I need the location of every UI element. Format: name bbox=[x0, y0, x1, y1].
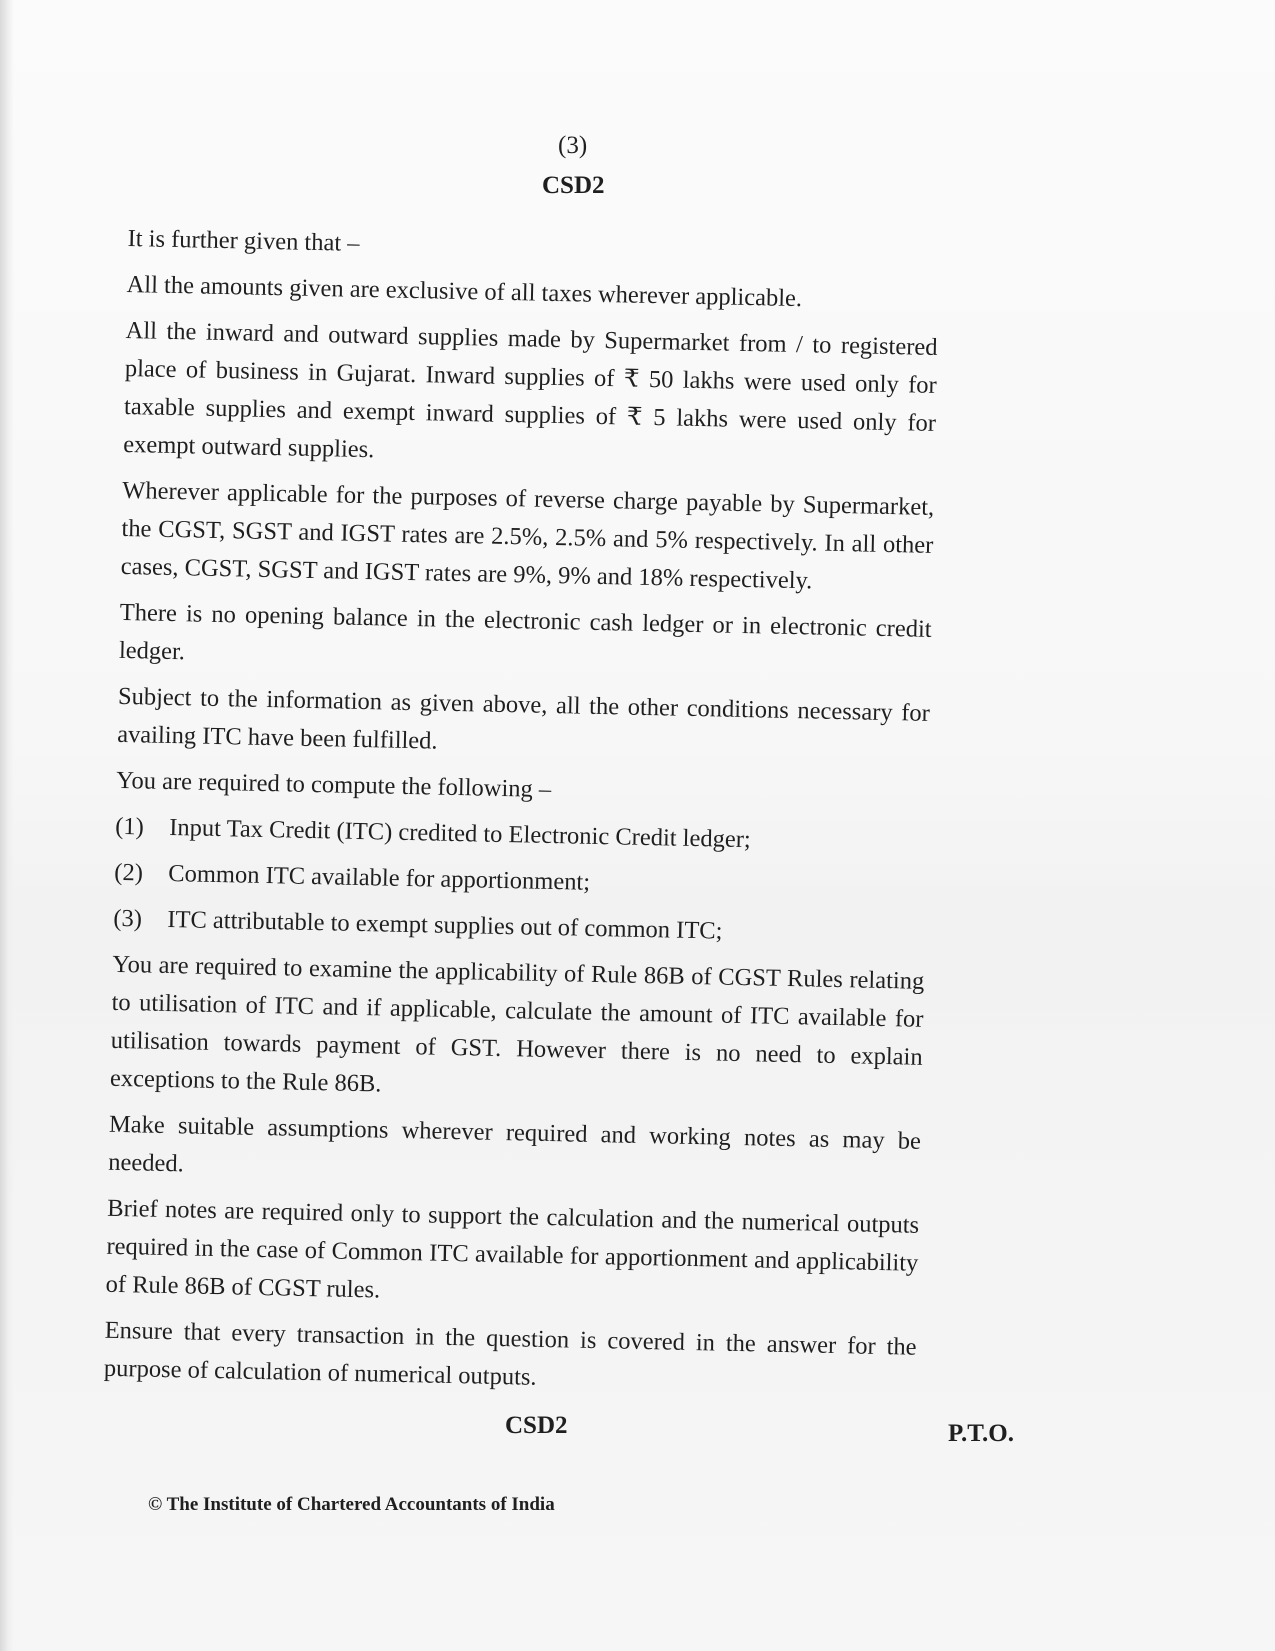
list-item bbox=[113, 900, 926, 955]
list-item-number: (2) bbox=[114, 858, 144, 887]
requirements-list bbox=[113, 808, 928, 955]
copyright-notice: © The Institute of Chartered Accountants of India bbox=[148, 1494, 555, 1515]
paragraph-supplies: All the inward and outward supplies made by Supermarket from / to registered place of business in Gujarat. Inward supplies of ₹ 50 lakhs were used only for taxable supplies and exempt inward supplies of ₹ 5 lakhs were used only for exempt outward supplies. bbox=[123, 316, 938, 464]
list-item-text: Common ITC available for apportionment; bbox=[168, 859, 591, 896]
list-item bbox=[114, 854, 927, 909]
paragraph-conditions: Subject to the information as given above, all the other conditions necessary for availing ITC have been fulfilled. bbox=[116, 682, 931, 755]
pto-label: P.T.O. bbox=[948, 1420, 1014, 1447]
list-item-text: ITC attributable to exempt supplies out of common ITC; bbox=[167, 905, 723, 945]
paragraph-ensure: Ensure that every transaction in the question is covered in the answer for the purpose of calculation of numerical outputs. bbox=[103, 1316, 917, 1391]
paragraph-rates: Wherever applicable for the purposes of reverse charge payable by Supermarket, the CGST, SGST and IGST rates are 2.5%, 2.5% and 5% respectively. In all other cases, CGST, SGST and IGST rates are 9%, 9% and 18% respectively. bbox=[120, 476, 935, 595]
paper-code-header: CSD2 bbox=[542, 172, 605, 199]
paper-code-footer: CSD2 bbox=[505, 1412, 568, 1439]
paragraph-brief-notes: Brief notes are required only to support the calculation and the numerical outputs required in the case of Common ITC available for apportionment and applicability of Rule 86B of CGST rules. bbox=[105, 1194, 920, 1304]
page-number: (3) bbox=[558, 132, 588, 159]
paragraph-opening-balance: There is no opening balance in the electronic cash ledger or in electronic credit ledger. bbox=[118, 598, 932, 666]
list-item-text: Input Tax Credit (ITC) credited to Electronic Credit ledger; bbox=[169, 814, 752, 854]
paragraph-amounts: All the amounts given are exclusive of all taxes wherever applicable. bbox=[126, 270, 803, 313]
paragraph-assumptions: Make suitable assumptions wherever required and working notes as may be needed. bbox=[107, 1110, 922, 1178]
intro-line: It is further given that – bbox=[127, 224, 360, 257]
paragraph-rule-86b: You are required to examine the applicability of Rule 86B of CGST Rules relating to utilisation of ITC and if applicable, calculate the amount of ITC available for utilisation towards payment of GST. However there is no need to explain exceptions to the Rule 86B. bbox=[109, 950, 925, 1098]
question-body bbox=[103, 220, 939, 1413]
list-item bbox=[115, 808, 928, 863]
paragraph-required: You are required to compute the following – bbox=[115, 766, 552, 803]
list-item-number: (1) bbox=[115, 812, 145, 841]
page-edge-shadow bbox=[0, 0, 14, 1651]
list-item-number: (3) bbox=[113, 904, 143, 933]
